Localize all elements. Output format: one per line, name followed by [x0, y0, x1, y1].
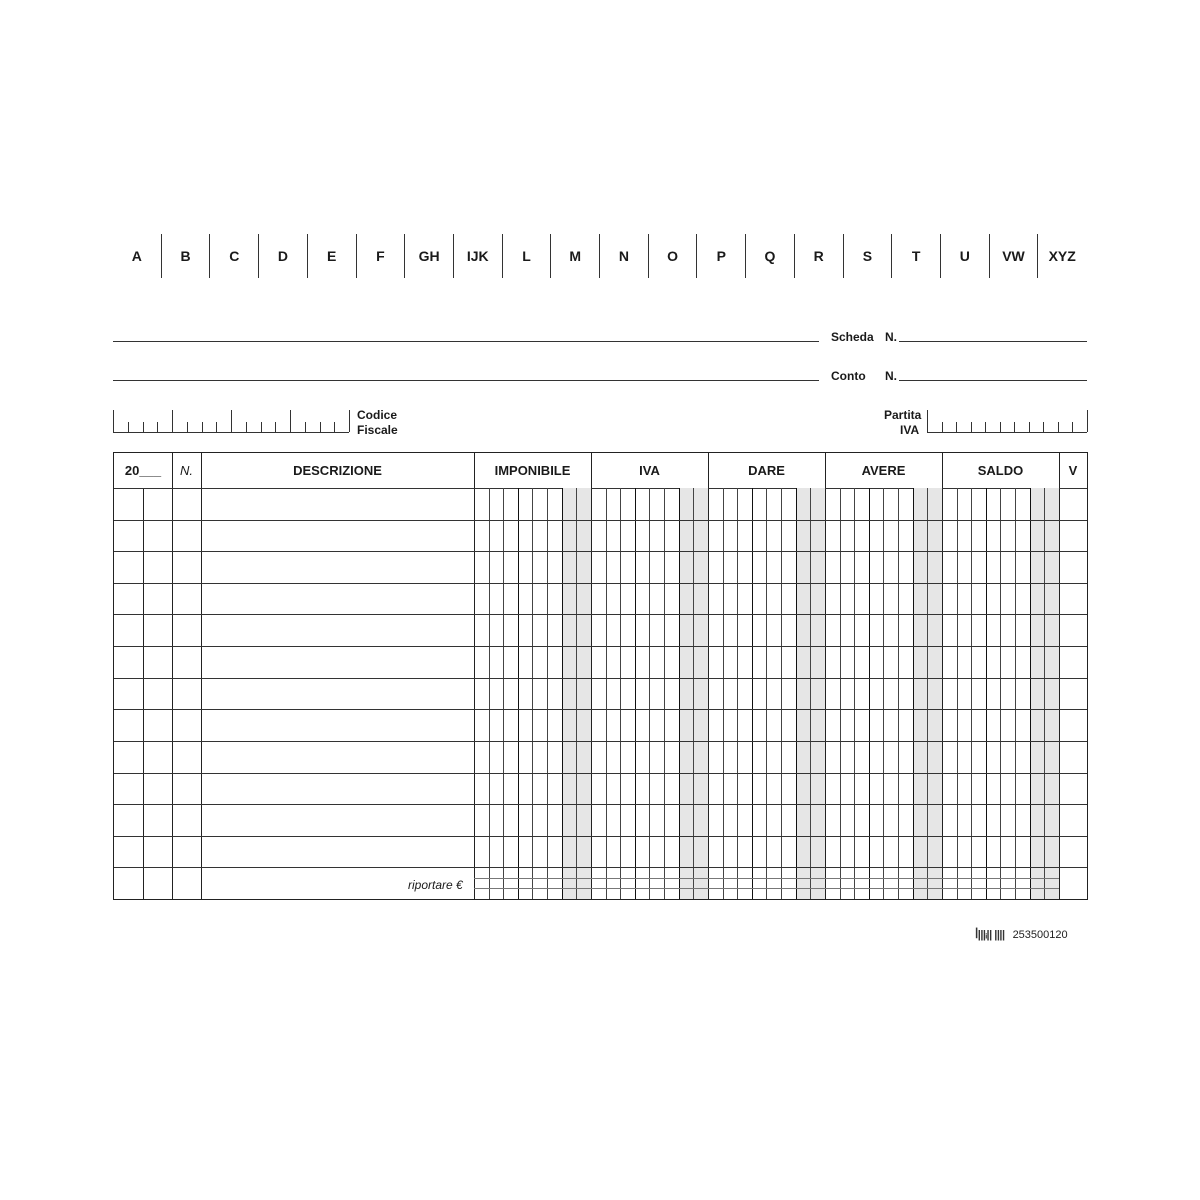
ledger-table [113, 452, 1088, 900]
digit-divider [737, 488, 738, 899]
tick-mark [956, 422, 957, 432]
tick-mark [1087, 410, 1088, 432]
alphabet-tab[interactable]: S [844, 234, 893, 278]
alphabet-tab[interactable]: A [113, 234, 162, 278]
tick-mark [216, 422, 217, 432]
digit-divider [796, 488, 797, 899]
alphabet-tab[interactable]: IJK [454, 234, 503, 278]
digit-divider [532, 488, 533, 899]
digit-divider [635, 488, 636, 899]
tick-mark [290, 410, 291, 432]
scheda-number-line[interactable] [899, 341, 1087, 342]
header-avere: AVERE [861, 463, 906, 478]
partita-label: Partita [884, 408, 922, 422]
partita-iva-field[interactable] [927, 410, 1087, 433]
alphabet-tab[interactable]: F [357, 234, 406, 278]
alphabet-tab[interactable]: E [308, 234, 357, 278]
conto-label: Conto [831, 369, 866, 383]
tick-mark [971, 422, 972, 432]
scheda-n-label: N. [885, 330, 897, 344]
digit-divider [957, 488, 958, 899]
conto-number-line[interactable] [899, 380, 1087, 381]
brand-logo: ꟾ|||ᵢ|| |||| [975, 929, 1005, 941]
digit-divider [649, 488, 650, 899]
table-row-line [114, 773, 1087, 774]
header-v: V [1068, 463, 1078, 478]
total-row-line [474, 878, 1059, 879]
alphabet-tab[interactable]: D [259, 234, 308, 278]
table-row-line [114, 741, 1087, 742]
tick-mark [1043, 422, 1044, 432]
digit-divider [854, 488, 855, 899]
digit-divider [562, 488, 563, 899]
tick-mark [202, 422, 203, 432]
alphabet-tab[interactable]: U [941, 234, 990, 278]
digit-divider [971, 488, 972, 899]
table-row-line [114, 614, 1087, 615]
alphabet-tab[interactable]: M [551, 234, 600, 278]
tick-mark [927, 410, 928, 432]
digit-divider [547, 488, 548, 899]
alphabet-tab[interactable]: VW [990, 234, 1039, 278]
table-row-line [114, 867, 1087, 868]
table-row-line [114, 551, 1087, 552]
tick-mark [113, 410, 114, 432]
conto-n-label: N. [885, 369, 897, 383]
digit-divider [489, 488, 490, 899]
alphabet-tab[interactable]: C [210, 234, 259, 278]
digit-divider [869, 488, 870, 899]
digit-divider [883, 488, 884, 899]
tick-mark [231, 410, 232, 432]
digit-divider [723, 488, 724, 899]
tick-mark [1029, 422, 1030, 432]
alphabet-tab[interactable]: R [795, 234, 844, 278]
footer [975, 928, 1068, 941]
digit-divider [693, 488, 694, 899]
digit-divider [913, 488, 914, 899]
digit-divider [986, 488, 987, 899]
alphabet-tab[interactable]: XYZ [1048, 248, 1076, 264]
tick-mark [246, 422, 247, 432]
tick-mark [320, 422, 321, 432]
table-row-line [114, 709, 1087, 710]
digit-divider [781, 488, 782, 899]
tick-mark [187, 422, 188, 432]
digit-divider [810, 488, 811, 899]
header-dare: DARE [748, 463, 785, 478]
digit-divider [1000, 488, 1001, 899]
table-row-line [114, 583, 1087, 584]
table-row-line [114, 520, 1087, 521]
tick-mark [1072, 422, 1073, 432]
alphabet-tab[interactable]: P [697, 234, 746, 278]
alphabet-tab[interactable]: GH [405, 234, 454, 278]
digit-divider [576, 488, 577, 899]
tick-mark [942, 422, 943, 432]
codice-fiscale-field[interactable] [113, 410, 349, 433]
column-divider [143, 488, 144, 899]
table-row-line [114, 678, 1087, 679]
tick-mark [157, 422, 158, 432]
tick-mark [985, 422, 986, 432]
table-row-line [114, 836, 1087, 837]
fiscale-label: Fiscale [357, 423, 398, 437]
product-code: 253500120 [1012, 928, 1068, 941]
header-saldo: SALDO [977, 463, 1024, 478]
digit-divider [898, 488, 899, 899]
digit-divider [840, 488, 841, 899]
header-n: N. [180, 463, 193, 478]
iva-label: IVA [900, 423, 920, 437]
tick-mark [261, 422, 262, 432]
tick-mark [172, 410, 173, 432]
tick-mark [349, 410, 350, 432]
alphabet-index [113, 234, 1086, 278]
table-row-line [114, 804, 1087, 805]
digit-divider [1044, 488, 1045, 899]
riportare-label: riportare € [408, 878, 463, 892]
tick-mark [1058, 422, 1059, 432]
alphabet-tab[interactable]: Q [746, 234, 795, 278]
digit-divider [766, 488, 767, 899]
tick-mark [1000, 422, 1001, 432]
codice-label: Codice [357, 408, 398, 422]
header-descrizione: DESCRIZIONE [293, 463, 382, 478]
header-imponibile: IMPONIBILE [494, 463, 571, 478]
tick-mark [334, 422, 335, 432]
header-iva: IVA [639, 463, 660, 478]
digit-divider [620, 488, 621, 899]
tick-mark [1014, 422, 1015, 432]
digit-divider [503, 488, 504, 899]
digit-divider [518, 488, 519, 899]
alphabet-tab[interactable]: N [600, 234, 649, 278]
digit-divider [1015, 488, 1016, 899]
digit-divider [752, 488, 753, 899]
digit-divider [606, 488, 607, 899]
scheda-label: Scheda [831, 330, 874, 344]
total-row-line [474, 888, 1059, 889]
alphabet-tab[interactable]: T [892, 234, 941, 278]
digit-divider [927, 488, 928, 899]
table-row-line [114, 646, 1087, 647]
header-year: 20___ [124, 463, 162, 478]
name-line-1[interactable] [113, 341, 819, 342]
digit-divider [1030, 488, 1031, 899]
tick-mark [143, 422, 144, 432]
tick-mark [305, 422, 306, 432]
tick-mark [128, 422, 129, 432]
digit-divider [664, 488, 665, 899]
name-line-2[interactable] [113, 380, 819, 381]
alphabet-tab[interactable]: L [503, 234, 552, 278]
alphabet-tab[interactable]: B [162, 234, 211, 278]
digit-divider [679, 488, 680, 899]
tick-mark [275, 422, 276, 432]
alphabet-tab[interactable]: O [649, 234, 698, 278]
